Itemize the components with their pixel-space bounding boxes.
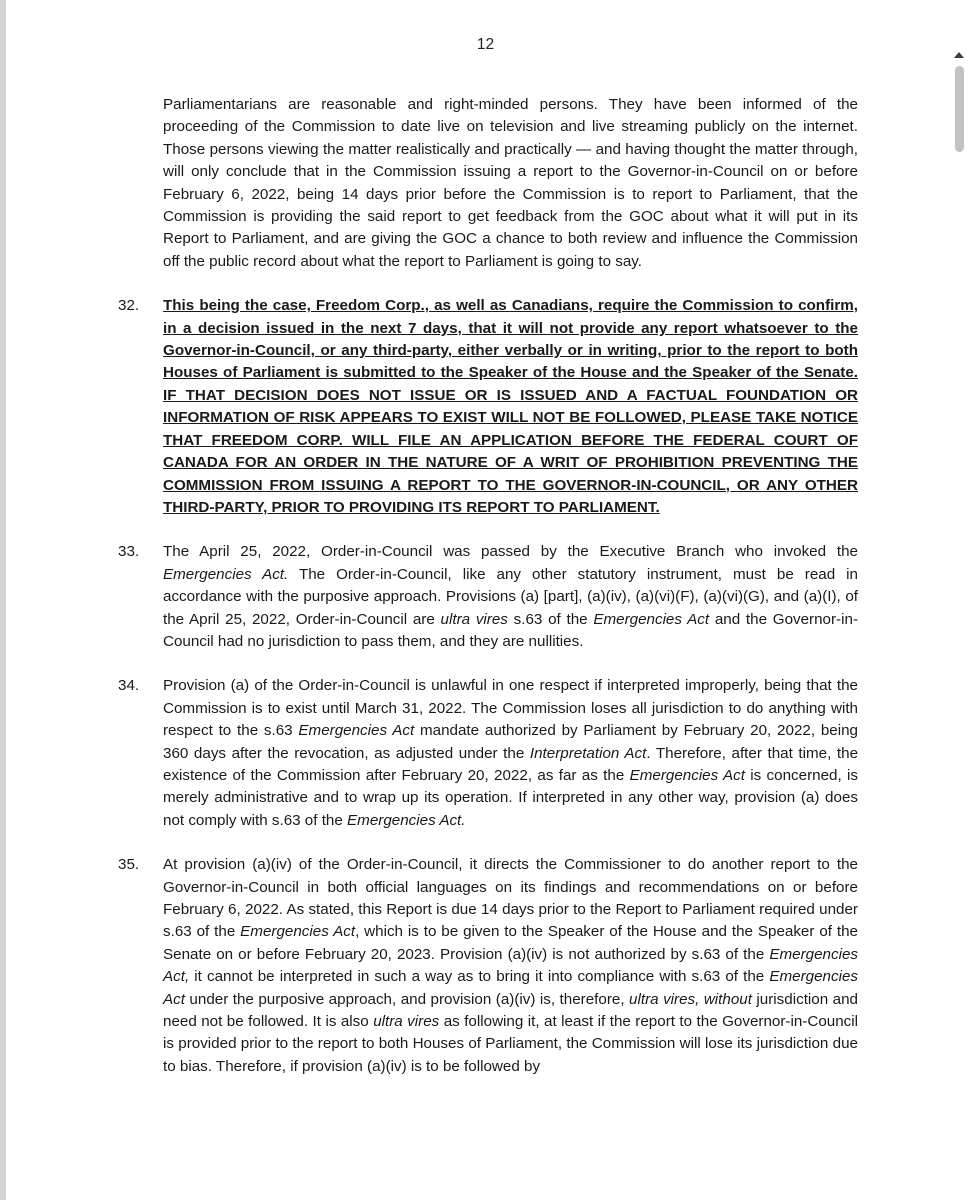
text-run: it cannot be interpreted in such a way as to bring it into compliance with s.63 of the [189,968,770,986]
paragraph-34 [118,675,858,832]
italic-text-run: Emergencies Act. [347,811,466,829]
italic-text-run: Emergencies Act. [163,565,289,583]
italic-text-run: Emergencies Act [240,923,356,941]
text-run: , which is to be given to the Speaker of the House and the Speaker of the Senate on or before February 20, 2023. Provision (a)(iv) is not authorized by s.63 of the [163,923,858,963]
italic-text-run: ultra vires [373,1013,440,1031]
intro-paragraph: Parliamentarians are reasonable and right-minded persons. They have been informed of the proceeding of the Commission to date live on television and live streaming publicly on the internet. Those persons viewing the matter realistically and practically — and having thought the matter through, will only conclude that in the Commission issuing a report to the Governor-in-Council on or before February 6, 2022, being 14 days prior before the Commission is to report to Parliament, that the Commission is providing the said report to get feedback from the GOC about what it will put in its Report to Parliament, and are giving the GOC a chance to both review and influence the Commission off the public record about what the report to Parliament is going to say. [163,96,858,270]
text-run: and the Governor-in-Council had no jurisdiction to pass them, and they are nullities. [163,610,858,650]
text-run: is concerned, is merely administrative and to wrap up its operation. If interpreted in any other way, provision (a) does not comply with s.63 of the [163,766,858,829]
italic-text-run: Emergencies Act, [163,945,858,986]
text-run: At provision (a)(iv) of the Order-in-Council, it directs the Commissioner to do another report to the Governor-in-Council in both official languages on its findings and recommendations on or before February 6, 2022. As stated, this Report is due 14 days prior to the Report to Parliament required under s.63 of the [163,856,858,941]
text-run: jurisdiction and need not be followed. It is also [163,990,858,1031]
text-run: The April 25, 2022, Order-in-Council was passed by the Executive Branch who invoked the [163,543,858,561]
text-run: Provision (a) of the Order-in-Council is unlawful in one respect if interpreted improperly, being that the Commission is to exist until March 31, 2022. The Commission loses all jurisdiction to do anything with respect to the s.63 [163,677,858,740]
paragraph-33 [118,541,858,653]
italic-text-run: Emergencies Act [629,766,745,784]
italic-text-run: Interpretation Act [529,744,647,762]
text-run: The Order-in-Council, like any other statutory instrument, must be read in accordance with the purposive approach. Provisions (a) [part], (a)(iv), (a)(vi)(F), (a)(vi)(G), and (a)(I), of the April 25, 2022, Order-in-Council are [163,565,859,628]
scrollbar-thumb[interactable] [955,66,964,152]
paragraph-number: 32. [118,297,140,315]
paragraph-number: 33. [118,543,140,561]
text-run: as following it, at least if the report to the Governor-in-Council is provided prior to the report to both Houses of Parliament, the Commission will lose its jurisdiction due to bias. Therefore, if provision (a)(iv) is to be followed by [163,1013,859,1075]
italic-text-run: Emergencies Act [298,722,415,740]
text-run: under the purposive approach, and provision (a)(iv) is, therefore, [184,990,630,1008]
paragraph-35 [118,854,858,1078]
page-number: 12 [476,36,495,53]
text-run: s.63 of the [507,610,594,628]
italic-text-run: Emergencies Act [593,610,710,628]
document-body [118,94,858,1078]
text-run: mandate authorized by Parliament by February 20, 2022, being 360 days after the revocation, as adjusted under the [163,722,859,762]
text-run: . Therefore, after that time, the existence of the Commission after February 20, 2022, as far as the [163,744,859,784]
paragraph-text [163,675,858,832]
italic-text-run: ultra vires, without [629,990,752,1008]
italic-text-run: Emergencies Act [163,968,858,1008]
paragraph-number: 34. [118,677,140,695]
scrollbar[interactable] [950,0,971,1200]
italic-text-run: ultra vires [440,610,508,628]
paragraph-number: 35. [118,856,140,874]
paragraph-text: This being the case, Freedom Corp., as well as Canadians, require the Commission to confirm, in a decision issued in the next 7 days, that it will not provide any report whatsoever to the Governor-in-Council, or any third-party, either verbally or in writing, prior to the report to both Houses of Parliament is submitted to the Speaker of the House and the Speaker of the Senate. IF THAT DECISION DOES NOT ISSUE OR IS ISSUED AND A FACTUAL FOUNDATION OR INFORMATION OF RISK APPEARS TO EXIST WILL NOT BE FOLLOWED, PLEASE TAKE NOTICE THAT FREEDOM CORP. WILL FILE AN APPLICATION BEFORE THE FEDERAL COURT OF CANADA FOR AN ORDER IN THE NATURE OF A WRIT OF PROHIBITION PREVENTING THE COMMISSION FROM ISSUING A REPORT TO THE GOVERNOR-IN-COUNCIL, OR ANY OTHER THIRD-PARTY, PRIOR TO PROVIDING ITS REPORT TO PARLIAMENT. [163,297,858,516]
paragraph-text [163,854,858,1078]
paragraph-text [163,541,858,653]
paragraph-32 [118,295,858,519]
